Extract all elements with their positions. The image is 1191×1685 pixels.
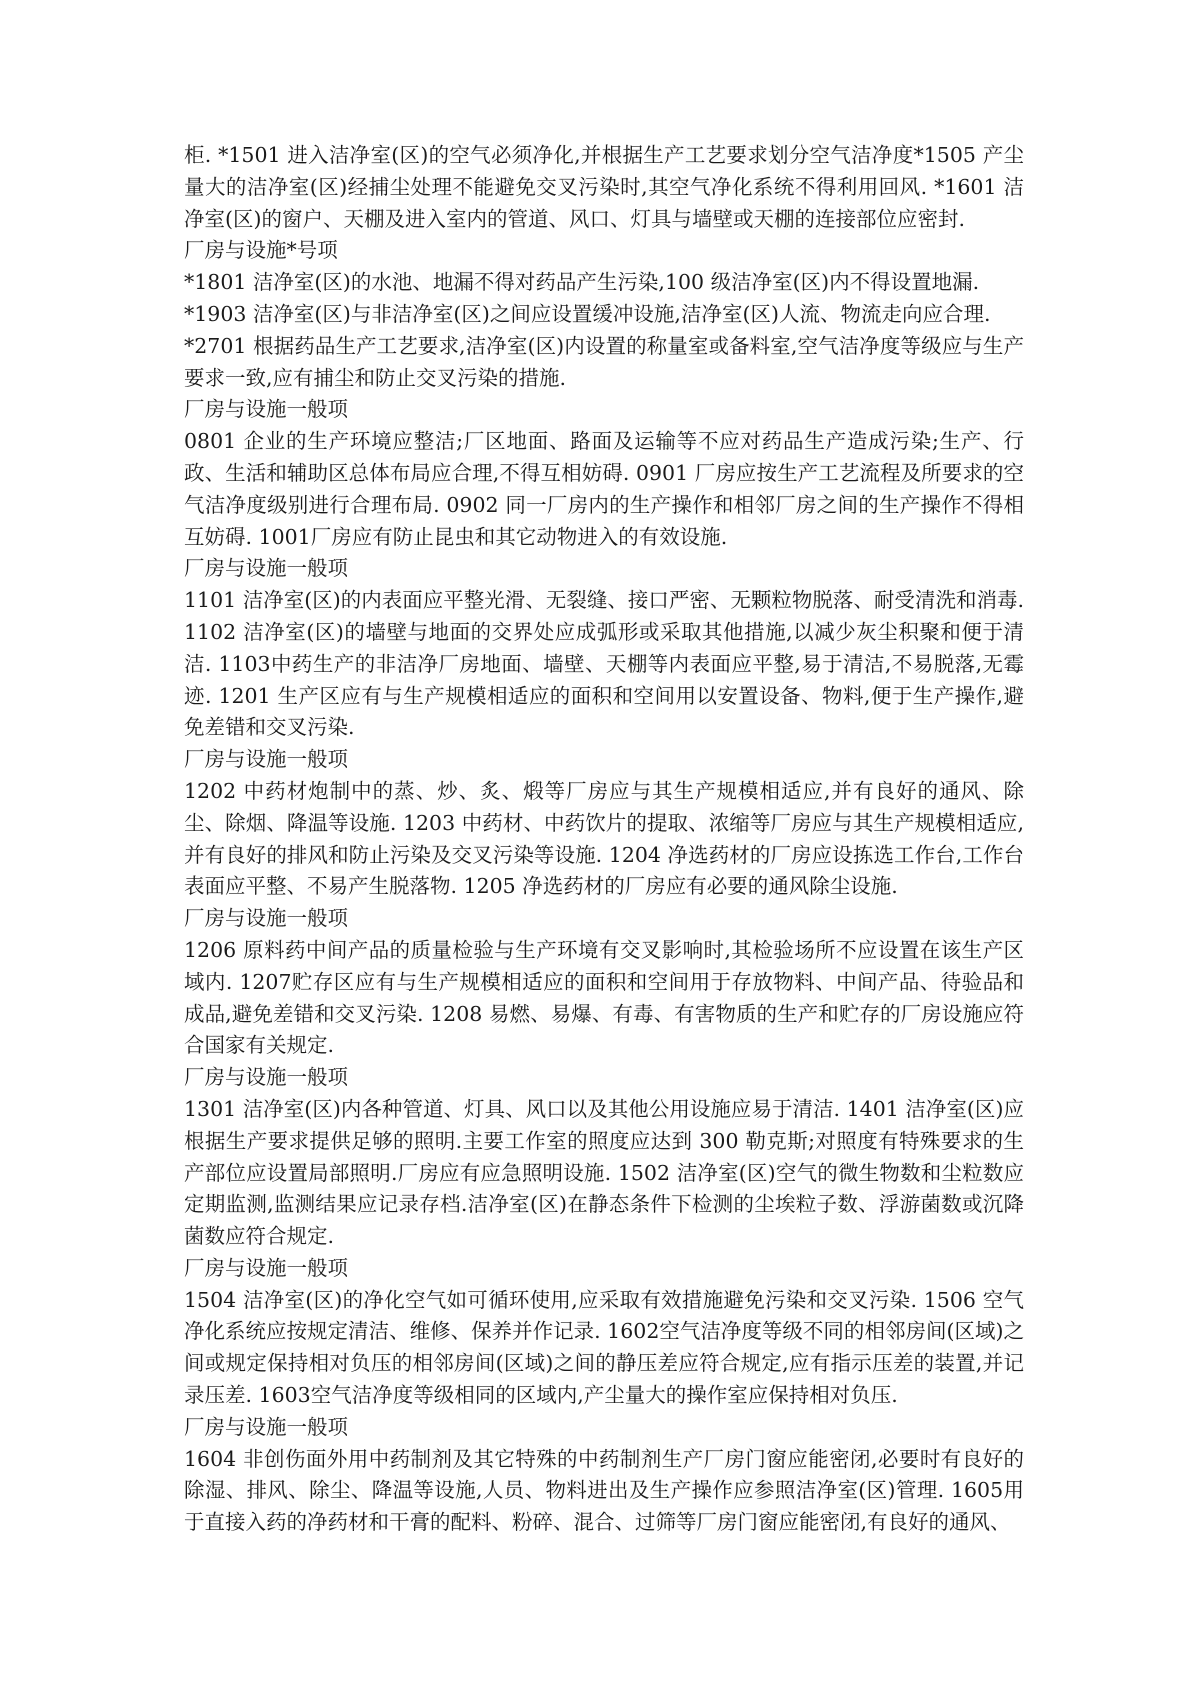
paragraph: 1301 洁净室(区)内各种管道、灯具、风口以及其他公用设施应易于清洁. 1401 洁净室(区)应根据生产要求提供足够的照明.主要工作室的照度应达到 300 勒克斯;对照度有特殊要求的生产部位应设置局部照明.厂房应有应急照明设施. 1502 洁净室(区)空气的微生物数和尘粒数应定期监测,监测结果应记录存档.洁净室(区)在静态条件下检测的尘埃粒子数、浮游菌数或沉降菌数应符合规定.: [184, 1096, 1024, 1249]
paragraph: 1206 原料药中间产品的质量检验与生产环境有交叉影响时,其检验场所不应设置在该生产区域内. 1207贮存区应有与生产规模相适应的面积和空间用于存放物料、中间产品、待验品和成品,避免差错和交叉污染. 1208 易燃、易爆、有毒、有害物质的生产和贮存的厂房设施应符合国家有关规定.: [184, 937, 1024, 1058]
section-heading: 厂房与设施一般项: [184, 556, 348, 581]
section-heading: 厂房与设施一般项: [184, 397, 348, 422]
document-page: [184, 140, 1024, 1539]
paragraph: *2701 根据药品生产工艺要求,洁净室(区)内设置的称量室或备料室,空气洁净度等级应与生产要求一致,应有捕尘和防止交叉污染的措施.: [184, 333, 1024, 390]
section-heading: 厂房与设施一般项: [184, 1255, 348, 1280]
paragraph: 1504 洁净室(区)的净化空气如可循环使用,应采取有效措施避免污染和交叉污染. 1506 空气净化系统应按规定清洁、维修、保养并作记录. 1602空气洁净度等级不同的相邻房间(区域)之间或规定保持相对负压的相邻房间(区域)之间的静压差应符合规定,应有指示压差的装置,并记录压差. 1603空气洁净度等级相同的区域内,产尘量大的操作室应保持相对负压.: [184, 1287, 1024, 1408]
section-heading: 厂房与设施一般项: [184, 1414, 348, 1439]
paragraph: 1101 洁净室(区)的内表面应平整光滑、无裂缝、接口严密、无颗粒物脱落、耐受清洗和消毒. 1102 洁净室(区)的墙壁与地面的交界处应成弧形或采取其他措施,以减少灰尘积聚和便于清洁. 1103中药生产的非洁净厂房地面、墙壁、天棚等内表面应平整,易于清洁,不易脱落,无霉迹. 1201 生产区应有与生产规模相适应的面积和空间用以安置设备、物料,便于生产操作,避免差错和交叉污染.: [184, 588, 1024, 740]
section-heading: 厂房与设施*号项: [184, 238, 338, 263]
paragraph: 柜. *1501 进入洁净室(区)的空气必须净化,并根据生产工艺要求划分空气洁净度*1505 产尘量大的洁净室(区)经捕尘处理不能避免交叉污染时,其空气净化系统不得利用回风. *1601 洁净室(区)的窗户、天棚及进入室内的管道、风口、灯具与墙壁或天棚的连接部位应密封.: [184, 143, 1024, 231]
paragraph: *1903 洁净室(区)与非洁净室(区)之间应设置缓冲设施,洁净室(区)人流、物流走向应合理.: [184, 301, 991, 326]
paragraph: 1202 中药材炮制中的蒸、炒、炙、煅等厂房应与其生产规模相适应,并有良好的通风、除尘、除烟、降温等设施. 1203 中药材、中药饮片的提取、浓缩等厂房应与其生产规模相适应,并有良好的排风和防止污染及交叉污染等设施. 1204 净选药材的厂房应设拣选工作台,工作台表面应平整、不易产生脱落物. 1205 净选药材的厂房应有必要的通风除尘设施.: [184, 778, 1024, 899]
section-heading: 厂房与设施一般项: [184, 747, 348, 772]
paragraph: 0801 企业的生产环境应整洁;厂区地面、路面及运输等不应对药品生产造成污染;生产、行政、生活和辅助区总体布局应合理,不得互相妨碍. 0901 厂房应按生产工艺流程及所要求的空气洁净度级别进行合理布局. 0902 同一厂房内的生产操作和相邻厂房之间的生产操作不得相互妨碍. 1001厂房应有防止昆虫和其它动物进入的有效设施.: [184, 429, 1024, 549]
paragraph: 1604 非创伤面外用中药制剂及其它特殊的中药制剂生产厂房门窗应能密闭,必要时有良好的除湿、排风、除尘、降温等设施,人员、物料进出及生产操作应参照洁净室(区)管理. 1605用于直接入药的净药材和干膏的配料、粉碎、混合、过筛等厂房门窗应能密闭,有良好的通风、: [184, 1446, 1024, 1535]
section-heading: 厂房与设施一般项: [184, 1065, 348, 1090]
section-heading: 厂房与设施一般项: [184, 906, 348, 931]
paragraph: *1801 洁净室(区)的水池、地漏不得对药品产生污染,100 级洁净室(区)内不得设置地漏.: [184, 270, 980, 295]
